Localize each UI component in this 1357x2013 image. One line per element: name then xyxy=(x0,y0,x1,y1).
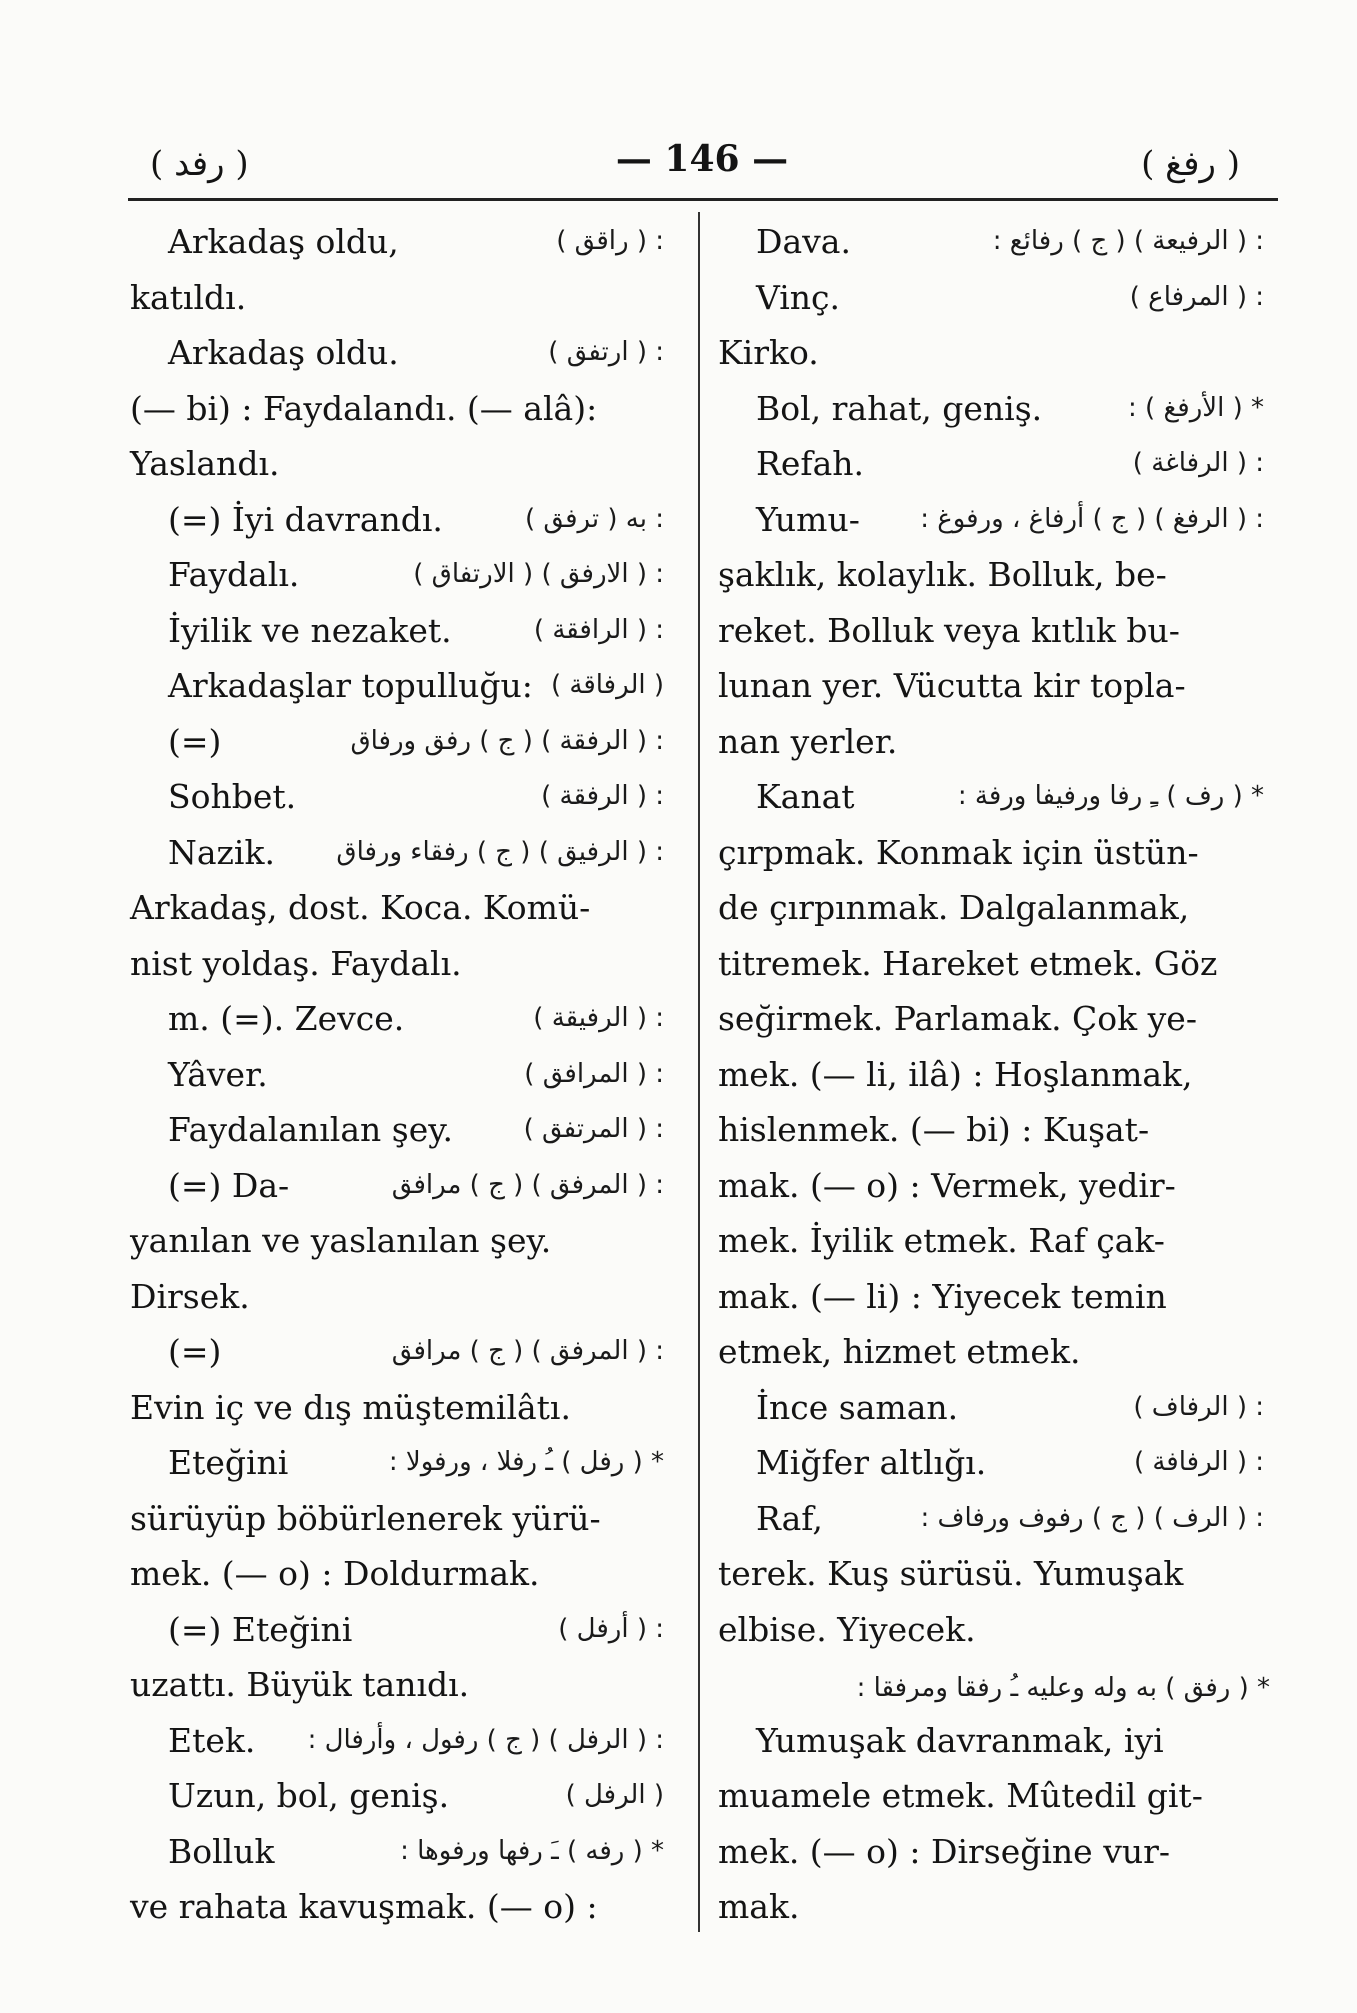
right-column xyxy=(718,214,1270,1935)
entry-line xyxy=(718,1435,1270,1491)
entry-line xyxy=(130,1435,670,1491)
entry-line xyxy=(130,1768,670,1824)
entry-arabic: : ( الرفقة ) ( ج ) رفق ورفاق xyxy=(350,725,664,756)
entry-text: İyilik ve nezaket. xyxy=(168,610,452,650)
page-header xyxy=(128,138,1276,190)
entry-line xyxy=(130,1546,670,1602)
entry-arabic: : ( الرف ) ( ج ) رفوف ورفاف : xyxy=(920,1502,1264,1533)
entry-line xyxy=(718,714,1270,770)
entry-text: uzattı. Büyük tanıdı. xyxy=(130,1665,470,1704)
entry-text: Bolluk xyxy=(168,1831,275,1871)
entry-arabic: ( الرفاقة ) xyxy=(550,670,664,700)
entry-line xyxy=(718,1713,1270,1769)
entry-line xyxy=(718,492,1270,548)
entry-text: Arkadaş oldu, xyxy=(168,222,399,261)
entry-line xyxy=(718,769,1270,825)
entry-arabic: : ( ارتفق ) xyxy=(548,337,664,367)
entry-arabic: : ( المرفاع ) xyxy=(1129,281,1264,312)
entry-line xyxy=(130,1102,670,1158)
entry-line xyxy=(718,547,1270,603)
entry-line xyxy=(130,325,670,381)
entry-line xyxy=(130,825,670,881)
entry-line xyxy=(718,1158,1270,1214)
entry-line xyxy=(130,1824,670,1880)
entry-line xyxy=(130,1713,670,1769)
entry-line xyxy=(130,769,670,825)
entry-text: Eteğini xyxy=(168,1443,289,1482)
entry-text: Yaslandı. xyxy=(130,444,280,483)
entry-line xyxy=(130,603,670,659)
entry-line xyxy=(718,214,1270,270)
entry-arabic: * ( رفق ) به وله وعليه ـُ رفقا ومرفقا : xyxy=(856,1673,1270,1703)
entry-text: ve rahata kavuşmak. (— o) : xyxy=(130,1887,598,1926)
entry-text: şaklık, kolaylık. Bolluk, be- xyxy=(718,555,1167,594)
entry-line xyxy=(130,991,670,1047)
entry-line xyxy=(718,325,1270,381)
entry-line xyxy=(718,991,1270,1047)
page-number: — 146 — xyxy=(615,138,789,180)
entry-arabic: : ( الارفق ) ( الارتفاق ) xyxy=(413,559,664,589)
entry-line xyxy=(718,1602,1270,1658)
entry-line xyxy=(130,214,670,270)
entry-text: muamele etmek. Mûtedil git- xyxy=(718,1776,1203,1815)
entry-text: katıldı. xyxy=(130,277,247,317)
entry-line xyxy=(718,1380,1270,1436)
entry-text: Arkadaşlar topulluğu: xyxy=(168,666,533,705)
entry-line xyxy=(718,1546,1270,1602)
header-left-root: ( رفد ) xyxy=(150,144,249,184)
entry-arabic: : ( الرفيعة ) ( ج ) رفائع : xyxy=(992,226,1264,256)
entry-text: seğirmek. Parlamak. Çok ye- xyxy=(718,999,1197,1038)
entry-text: (=) Eteğini xyxy=(168,1609,353,1649)
entry-line xyxy=(718,880,1270,936)
entry-line xyxy=(130,1158,670,1214)
entry-arabic: : ( المرافق ) xyxy=(524,1058,664,1089)
entry-text: de çırpınmak. Dalgalanmak, xyxy=(718,888,1190,927)
entry-text: lunan yer. Vücutta kir topla- xyxy=(718,666,1186,705)
entry-text: Dava. xyxy=(756,222,851,261)
entry-line xyxy=(718,1102,1270,1158)
entry-line xyxy=(130,270,670,326)
entry-line xyxy=(718,936,1270,992)
entry-line xyxy=(718,825,1270,881)
entry-text: Arkadaş, dost. Koca. Komü- xyxy=(130,888,591,927)
entry-text: m. (=). Zevce. xyxy=(168,999,405,1038)
entry-arabic: : ( راقق ) xyxy=(556,226,664,256)
entry-text: etmek, hizmet etmek. xyxy=(718,1332,1081,1371)
entry-arabic: * ( الأرفغ ) : xyxy=(1128,392,1264,423)
entry-line xyxy=(130,1213,670,1269)
entry-text: Faydalanılan şey. xyxy=(168,1110,453,1149)
entry-text: Dirsek. xyxy=(130,1276,250,1316)
entry-arabic: * ( رف ) ـِ رفا ورفيفا ورفة : xyxy=(957,781,1264,811)
entry-text: elbise. Yiyecek. xyxy=(718,1609,976,1649)
entry-line xyxy=(130,1657,670,1713)
entry-line xyxy=(130,381,670,437)
entry-text: Etek. xyxy=(168,1720,256,1760)
entry-text: (=) İyi davrandı. xyxy=(168,499,443,539)
entry-text: nist yoldaş. Faydalı. xyxy=(130,943,462,983)
entry-text: Kirko. xyxy=(718,333,819,372)
entry-text: Refah. xyxy=(756,444,865,483)
entry-line xyxy=(718,1269,1270,1325)
entry-text: terek. Kuş sürüsü. Yumuşak xyxy=(718,1554,1184,1593)
entry-line xyxy=(130,880,670,936)
entry-text: Raf, xyxy=(756,1498,823,1538)
entry-text: hislenmek. (— bi) : Kuşat- xyxy=(718,1110,1150,1149)
entry-text: Yumuşak davranmak, iyi xyxy=(756,1720,1164,1760)
entry-line xyxy=(718,1324,1270,1380)
entry-text: mak. (— o) : Vermek, yedir- xyxy=(718,1165,1176,1205)
entry-line xyxy=(130,1269,670,1325)
entry-arabic: : ( الرفيق ) ( ج ) رفقاء ورفاق xyxy=(336,836,664,867)
entry-text: nan yerler. xyxy=(718,721,898,761)
entry-line xyxy=(130,492,670,548)
entry-text: (=) Da- xyxy=(168,1165,290,1205)
entry-arabic: : ( الرفيقة ) xyxy=(533,1003,664,1033)
entry-line xyxy=(718,1491,1270,1547)
entry-arabic: ( الرفل ) xyxy=(565,1780,664,1810)
entry-arabic: : ( المرفق ) ( ج ) مرافق xyxy=(391,1169,664,1200)
entry-line xyxy=(718,603,1270,659)
entry-arabic: * ( رفه ) ـَ رفها ورفوها : xyxy=(400,1835,664,1866)
entry-text: Sohbet. xyxy=(168,777,297,816)
entry-arabic: : ( الرفاف ) xyxy=(1133,1391,1264,1422)
entry-line xyxy=(130,658,670,714)
entry-text: Yâver. xyxy=(168,1054,268,1094)
entry-arabic: : ( الرافقة ) xyxy=(533,614,664,645)
entry-text: (— bi) : Faydalandı. (— alâ): xyxy=(130,388,598,428)
column-divider xyxy=(698,212,700,1932)
left-column xyxy=(130,214,670,1935)
entry-text: Bol, rahat, geniş. xyxy=(756,388,1043,428)
entry-text: Vinç. xyxy=(756,277,841,317)
entry-line xyxy=(130,1047,670,1103)
entry-line xyxy=(718,270,1270,326)
entry-line xyxy=(130,1879,670,1935)
entry-text: mek. (— o) : Dirseğine vur- xyxy=(718,1831,1171,1871)
entry-line xyxy=(718,1657,1270,1713)
entry-text: mek. (— o) : Doldurmak. xyxy=(130,1554,540,1593)
entry-text: Uzun, bol, geniş. xyxy=(168,1776,450,1815)
entry-line xyxy=(130,1324,670,1380)
entry-text: Arkadaş oldu. xyxy=(168,333,399,372)
entry-text: Kanat xyxy=(756,777,855,816)
entry-arabic: : ( الرفغ ) ( ج ) أرفاغ ، ورفوغ : xyxy=(920,503,1264,534)
entry-text: Yumu- xyxy=(756,499,860,539)
entry-line xyxy=(130,714,670,770)
entry-line xyxy=(718,1047,1270,1103)
entry-text: titremek. Hareket etmek. Göz xyxy=(718,943,1218,983)
entry-text: yanılan ve yaslanılan şey. xyxy=(130,1221,552,1260)
entry-text: (=) xyxy=(168,721,222,761)
entry-arabic: : ( الرفقة ) xyxy=(541,781,664,811)
entry-line xyxy=(130,436,670,492)
entry-line xyxy=(130,936,670,992)
header-rule xyxy=(128,198,1278,201)
entry-text: mek. (— li, ilâ) : Hoşlanmak, xyxy=(718,1054,1193,1094)
entry-line xyxy=(718,1213,1270,1269)
entry-arabic: : ( المرفق ) ( ج ) مرافق xyxy=(391,1336,664,1366)
entry-line xyxy=(130,1602,670,1658)
entry-line xyxy=(718,436,1270,492)
entry-line xyxy=(718,381,1270,437)
entry-text: Miğfer altlığı. xyxy=(756,1443,987,1482)
entry-text: reket. Bolluk veya kıtlık bu- xyxy=(718,610,1180,650)
entry-text: (=) xyxy=(168,1332,222,1371)
entry-text: Nazik. xyxy=(168,832,275,872)
entry-arabic: : ( المرتفق ) xyxy=(523,1114,664,1144)
entry-line xyxy=(718,1824,1270,1880)
entry-line xyxy=(130,1491,670,1547)
entry-text: Evin iç ve dış müştemilâtı. xyxy=(130,1387,571,1427)
entry-text: sürüyüp böbürlenerek yürü- xyxy=(130,1498,601,1538)
entry-line xyxy=(130,1380,670,1436)
entry-arabic: : به ( ترفق ) xyxy=(525,503,664,534)
entry-text: Faydalı. xyxy=(168,555,300,594)
entry-arabic: : ( الرفاغة ) xyxy=(1132,448,1264,478)
entry-line xyxy=(718,658,1270,714)
entry-text: İnce saman. xyxy=(756,1387,959,1427)
entry-arabic: : ( الرفافة ) xyxy=(1133,1447,1264,1477)
entry-text: mek. İyilik etmek. Raf çak- xyxy=(718,1221,1165,1260)
entry-line xyxy=(718,1768,1270,1824)
header-right-root: ( رفغ ) xyxy=(1141,144,1240,184)
entry-arabic: : ( أرفل ) xyxy=(558,1613,664,1644)
entry-line xyxy=(130,547,670,603)
entry-text: mak. (— li) : Yiyecek temin xyxy=(718,1276,1167,1316)
entry-arabic: * ( رفل ) ـُ رفلا ، ورفولا : xyxy=(388,1447,664,1477)
entry-arabic: : ( الرفل ) ( ج ) رفول ، وأرفال : xyxy=(307,1724,664,1755)
entry-text: çırpmak. Konmak için üstün- xyxy=(718,832,1199,872)
entry-text: mak. xyxy=(718,1887,800,1926)
entry-line xyxy=(718,1879,1270,1935)
